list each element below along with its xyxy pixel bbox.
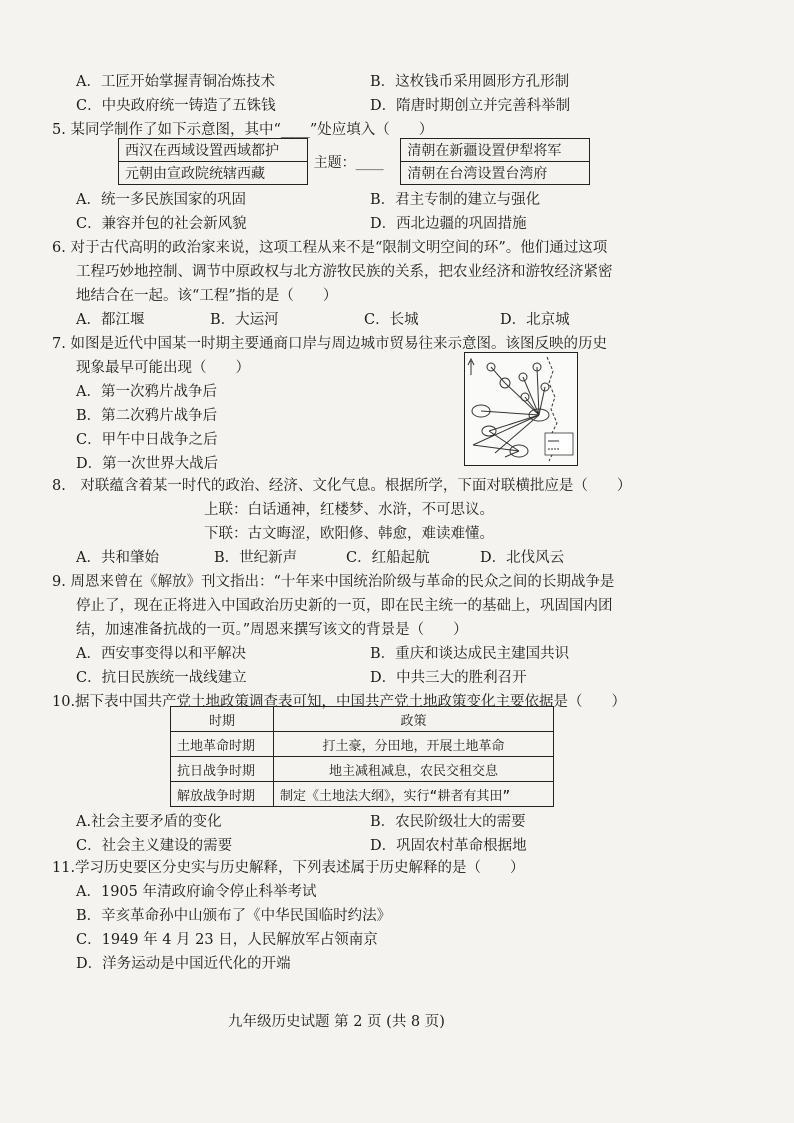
- q6-option-a: A．都江堰: [76, 312, 145, 328]
- q7-option-a: A．第一次鸦片战争后: [76, 384, 217, 400]
- q5-theme: 主题：____: [307, 139, 401, 185]
- q6-line-2: 工程巧妙地控制、调节中原政权与北方游牧民族的关系，把农业经济和游牧经济紧密: [76, 264, 613, 280]
- q8-option-d: D．北伐风云: [480, 550, 565, 566]
- q5-option-c: C．兼容并包的社会新风貌: [76, 216, 247, 232]
- q5-right-2: 清朝在台湾设置台湾府: [401, 162, 590, 185]
- q10-policy-table: [170, 706, 554, 807]
- q8-option-a: A．共和肇始: [76, 550, 159, 566]
- q7-option-b: B．第二次鸦片战争后: [76, 408, 218, 424]
- q9-option-c: C．抗日民族统一战线建立: [76, 670, 247, 686]
- q10-option-a: A.社会主要矛盾的变化: [76, 814, 222, 830]
- q11-option-d: D．洋务运动是中国近代化的开端: [76, 956, 291, 972]
- q10-header-period: 时期: [171, 707, 274, 732]
- q6-option-d: D．北京城: [500, 312, 570, 328]
- q5-left-2: 元朝由宣政院统辖西藏: [119, 162, 308, 185]
- q7-option-c: C．甲午中日战争之后: [76, 432, 218, 448]
- q9-option-a: A．西安事变得以和平解决: [76, 646, 246, 662]
- q6-line-3: 地结合在一起。该“工程”指的是（ ）: [76, 288, 338, 304]
- q8-option-c: C．红船起航: [346, 550, 430, 566]
- q5-option-a: A．统一多民族国家的巩固: [76, 192, 246, 208]
- q8-option-b: B．世纪新声: [214, 550, 298, 566]
- q5-right-1: 清朝在新疆设置伊犁将军: [401, 139, 590, 162]
- q4-option-a: A．工匠开始掌握青铜冶炼技术: [76, 74, 275, 90]
- q11-option-c: C．1949 年 4 月 23 日，人民解放军占领南京: [76, 932, 378, 948]
- q4-option-d: D．隋唐时期创立并完善科举制: [370, 98, 571, 114]
- q10-row-2-period: 抗日战争时期: [171, 757, 274, 782]
- q10-row-3-policy: 制定《土地法大纲》，实行“耕者有其田”: [274, 782, 554, 807]
- q9-line-3: 结，加速准备抗战的一页。”周恩来撰写该文的背景是（ ）: [76, 622, 468, 638]
- q10-row-3-period: 解放战争时期: [171, 782, 274, 807]
- q11-stem: 11.学习历史要区分史实与历史解释，下列表述属于历史解释的是（ ）: [52, 860, 525, 876]
- q7-trade-map: [464, 352, 578, 466]
- q10-stem: 10.据下表中国共产党土地政策调查表可知，中国共产党土地政策变化主要依据是（ ）: [52, 694, 627, 710]
- q8-lower-couplet: 下联：古文晦涩，欧阳修、韩愈，难读难懂。: [204, 526, 494, 542]
- q11-option-a: A．1905 年清政府谕令停止科举考试: [76, 884, 317, 900]
- q9-line-1: 9. 周恩来曾在《解放》刊文指出：“十年来中国统治阶级与革命的民众之间的长期战争是: [52, 574, 615, 590]
- q10-option-b: B．农民阶级壮大的需要: [370, 814, 526, 830]
- q10-option-c: C．社会主义建设的需要: [76, 838, 233, 854]
- q4-option-c: C．中央政府统一铸造了五铢钱: [76, 98, 276, 114]
- q5-option-d: D．西北边疆的巩固措施: [370, 216, 527, 232]
- q9-option-b: B．重庆和谈达成民主建国共识: [370, 646, 570, 662]
- q9-option-d: D．中共三大的胜利召开: [370, 670, 527, 686]
- q7-map-drawing: [465, 353, 577, 465]
- page-footer: 九年级历史试题 第 2 页 (共 8 页): [228, 1014, 445, 1030]
- q10-row-1-policy: 打土豪，分田地，开展土地革命: [274, 732, 554, 757]
- q10-header-policy: 政策: [274, 707, 554, 732]
- q6-option-b: B．大运河: [210, 312, 279, 328]
- q10-row-2-policy: 地主减租减息，农民交租交息: [274, 757, 554, 782]
- q4-option-b: B．这枚钱币采用圆形方孔形制: [370, 74, 570, 90]
- q9-line-2: 停止了，现在正将进入中国政治历史新的一页，即在民主统一的基础上，巩固国内团: [76, 598, 613, 614]
- q5-diagram-table: [118, 138, 590, 185]
- q8-stem: 8. 对联蕴含着某一时代的政治、经济、文化气息。根据所学，下面对联横批应是（ ）: [52, 478, 632, 494]
- q5-option-b: B．君主专制的建立与强化: [370, 192, 541, 208]
- q5-left-1: 西汉在西域设置西域都护: [119, 139, 308, 162]
- q6-line-1: 6. 对于古代高明的政治家来说，这项工程从来不是“限制文明空间的环”。他们通过这项: [52, 240, 608, 256]
- q6-option-c: C．长城: [364, 312, 419, 328]
- q7-line-1: 7. 如图是近代中国某一时期主要通商口岸与周边城市贸易往来示意图。该图反映的历史: [52, 336, 607, 352]
- q8-upper-couplet: 上联：白话通神，红楼梦、水浒，不可思议。: [204, 502, 494, 518]
- q11-option-b: B．辛亥革命孙中山颁布了《中华民国临时约法》: [76, 908, 392, 924]
- q10-row-1-period: 土地革命时期: [171, 732, 274, 757]
- q10-option-d: D．巩固农村革命根据地: [370, 838, 527, 854]
- q7-option-d: D．第一次世界大战后: [76, 456, 219, 472]
- q5-stem: 5. 某同学制作了如下示意图，其中“____”处应填入（ ）: [52, 122, 434, 138]
- q7-line-2: 现象最早可能出现（ ）: [76, 360, 250, 376]
